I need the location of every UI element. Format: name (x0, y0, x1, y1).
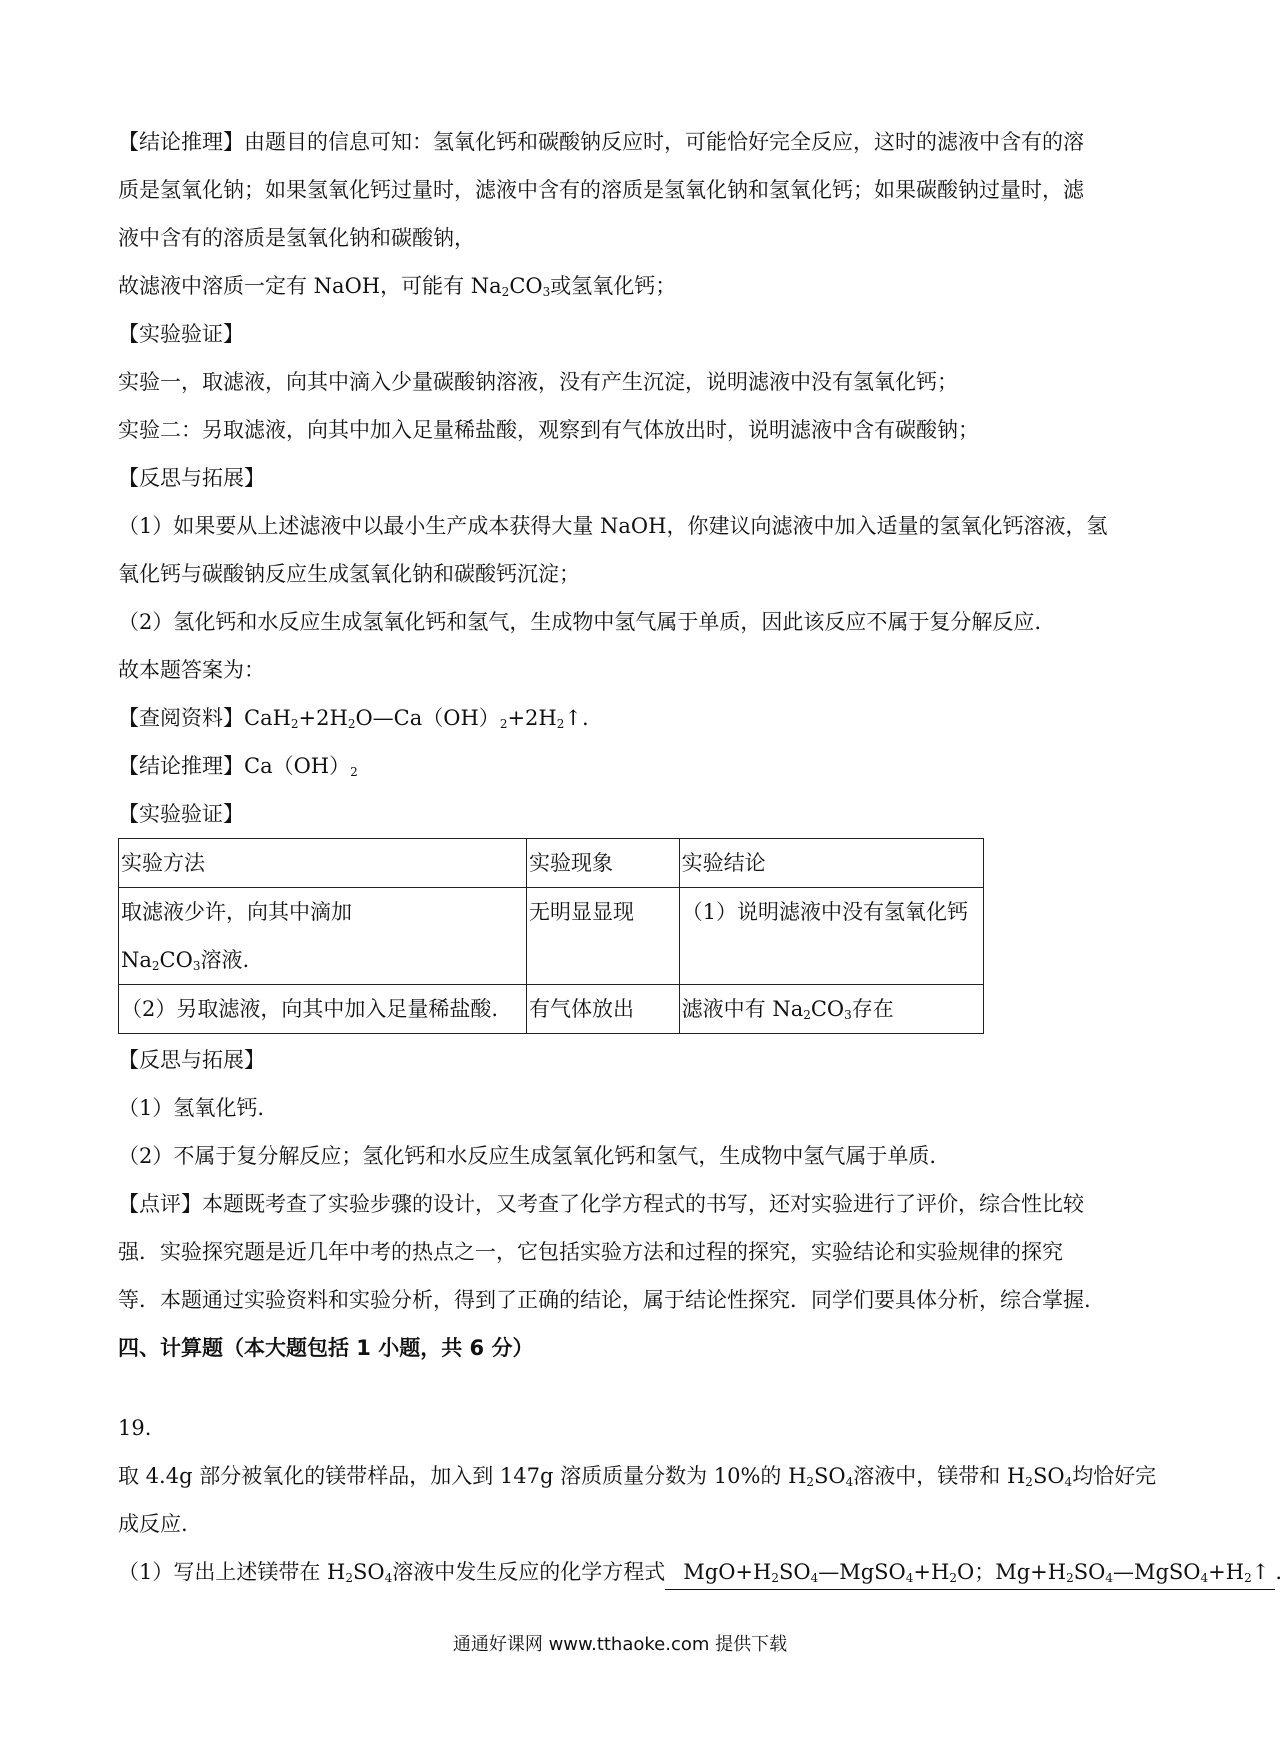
document-body (118, 118, 1282, 1596)
answer-verify-heading: 【实验验证】 (118, 802, 244, 826)
reflect-2: （2）氢化钙和水反应生成氢氧化钙和氢气，生成物中氢气属于单质，因此该反应不属于复分解反应. (118, 610, 1042, 634)
reflect-1-line-1: （1）如果要从上述滤液中以最小生产成本获得大量 NaOH，你建议向滤液中加入适量的氢氧化钙溶液，氢 (118, 514, 1108, 538)
table-header-conclusion: 实验结论 (679, 839, 983, 888)
question-part-1: （1）写出上述镁带在 $H_2SO_4$溶液中发生反应的化学方程式 $MgO+H_2SO_4—MgSO_4+H_2O$；$Mg+H_2SO_4—MgSO_4+H_2↑$ . (118, 1548, 1130, 1596)
comment-line-3: 等．本题通过实验资料和实验分析，得到了正确的结论，属于结论性探究．同学们要具体分析，综合掌握. (118, 1288, 1091, 1312)
experiment-1: 实验一，取滤液，向其中滴入少量碳酸钠溶液，没有产生沉淀，说明滤液中没有氢氧化钙； (118, 370, 958, 394)
comment-line-1: 【点评】本题既考查了实验步骤的设计，又考查了化学方程式的书写，还对实验进行了评价，综合性比较 (118, 1192, 1084, 1216)
answer-reflect-1: （1）氢氧化钙. (118, 1096, 265, 1120)
table-row (119, 888, 984, 985)
answer-reflect-heading: 【反思与拓展】 (118, 1048, 265, 1072)
question-line-1: 取 4.4g 部分被氧化的镁带样品，加入到 147g 溶质质量分数为 10%的 $H_2SO_4$溶液中，镁带和 $H_2SO_4$均恰好完 (118, 1464, 1157, 1489)
page-footer: 通通好课网 www.tthaoke.com 提供下载 (452, 1634, 788, 1655)
experiment-table (118, 838, 984, 1034)
table-cell: （1）说明滤液中没有氢氧化钙 (679, 888, 983, 985)
answer-conclusion: 【结论推理】$Ca(OH)_2$ (118, 754, 358, 779)
table-row (119, 839, 984, 888)
conclusion-line-3: 液中含有的溶质是氢氧化钠和碳酸钠， (118, 226, 475, 250)
table-cell: 取滤液少许，向其中滴加 $Na_2CO_3$溶液. (119, 888, 527, 985)
table-cell: 无明显显现 (527, 888, 680, 985)
question-number: 19. (118, 1416, 152, 1440)
table-cell: 滤液中有 $Na_2CO_3$存在 (679, 985, 983, 1034)
comment-line-2: 强．实验探究题是近几年中考的热点之一，它包括实验方法和过程的探究，实验结论和实验规律的探究 (118, 1240, 1063, 1264)
answer-blank: $MgO+H_2SO_4—MgSO_4+H_2O$；$Mg+H_2SO_4—MgSO_4+H_2↑$ (665, 1555, 1275, 1590)
table-row (119, 985, 984, 1034)
conclusion-line-2: 质是氢氧化钠；如果氢氧化钙过量时，滤液中含有的溶质是氢氧化钠和氢氧化钙；如果碳酸钠过量时，滤 (118, 178, 1084, 202)
table-header-phenomenon: 实验现象 (527, 839, 680, 888)
answer-reference: 【查阅资料】$CaH_2+2H_2O—Ca(OH)_2+2H_2↑$. (118, 706, 589, 731)
question-line-2: 成反应. (118, 1512, 188, 1536)
reflect-1-line-2: 氧化钙与碳酸钠反应生成氢氧化钠和碳酸钙沉淀； (118, 562, 580, 586)
section-verify: 【实验验证】 (118, 322, 244, 346)
conclusion-line-4: 故滤液中溶质一定有 NaOH，可能有 $Na_2CO_3$或氢氧化钙； (118, 274, 677, 299)
conclusion-line-1: 【结论推理】由题目的信息可知：氢氧化钙和碳酸钠反应时，可能恰好完全反应，这时的滤液中含有的溶 (118, 130, 1084, 154)
experiment-2: 实验二：另取滤液，向其中加入足量稀盐酸，观察到有气体放出时，说明滤液中含有碳酸钠； (118, 418, 979, 442)
table-cell: 有气体放出 (527, 985, 680, 1034)
answer-intro: 故本题答案为： (118, 658, 265, 682)
section-heading-calculation: 四、计算题（本大题包括 1 小题，共 6 分） (118, 1336, 534, 1360)
section-reflect: 【反思与拓展】 (118, 466, 265, 490)
answer-reflect-2: （2）不属于复分解反应；氢化钙和水反应生成氢氧化钙和氢气，生成物中氢气属于单质. (118, 1144, 937, 1168)
table-header-method: 实验方法 (119, 839, 527, 888)
table-cell: （2）另取滤液，向其中加入足量稀盐酸. (119, 985, 527, 1034)
